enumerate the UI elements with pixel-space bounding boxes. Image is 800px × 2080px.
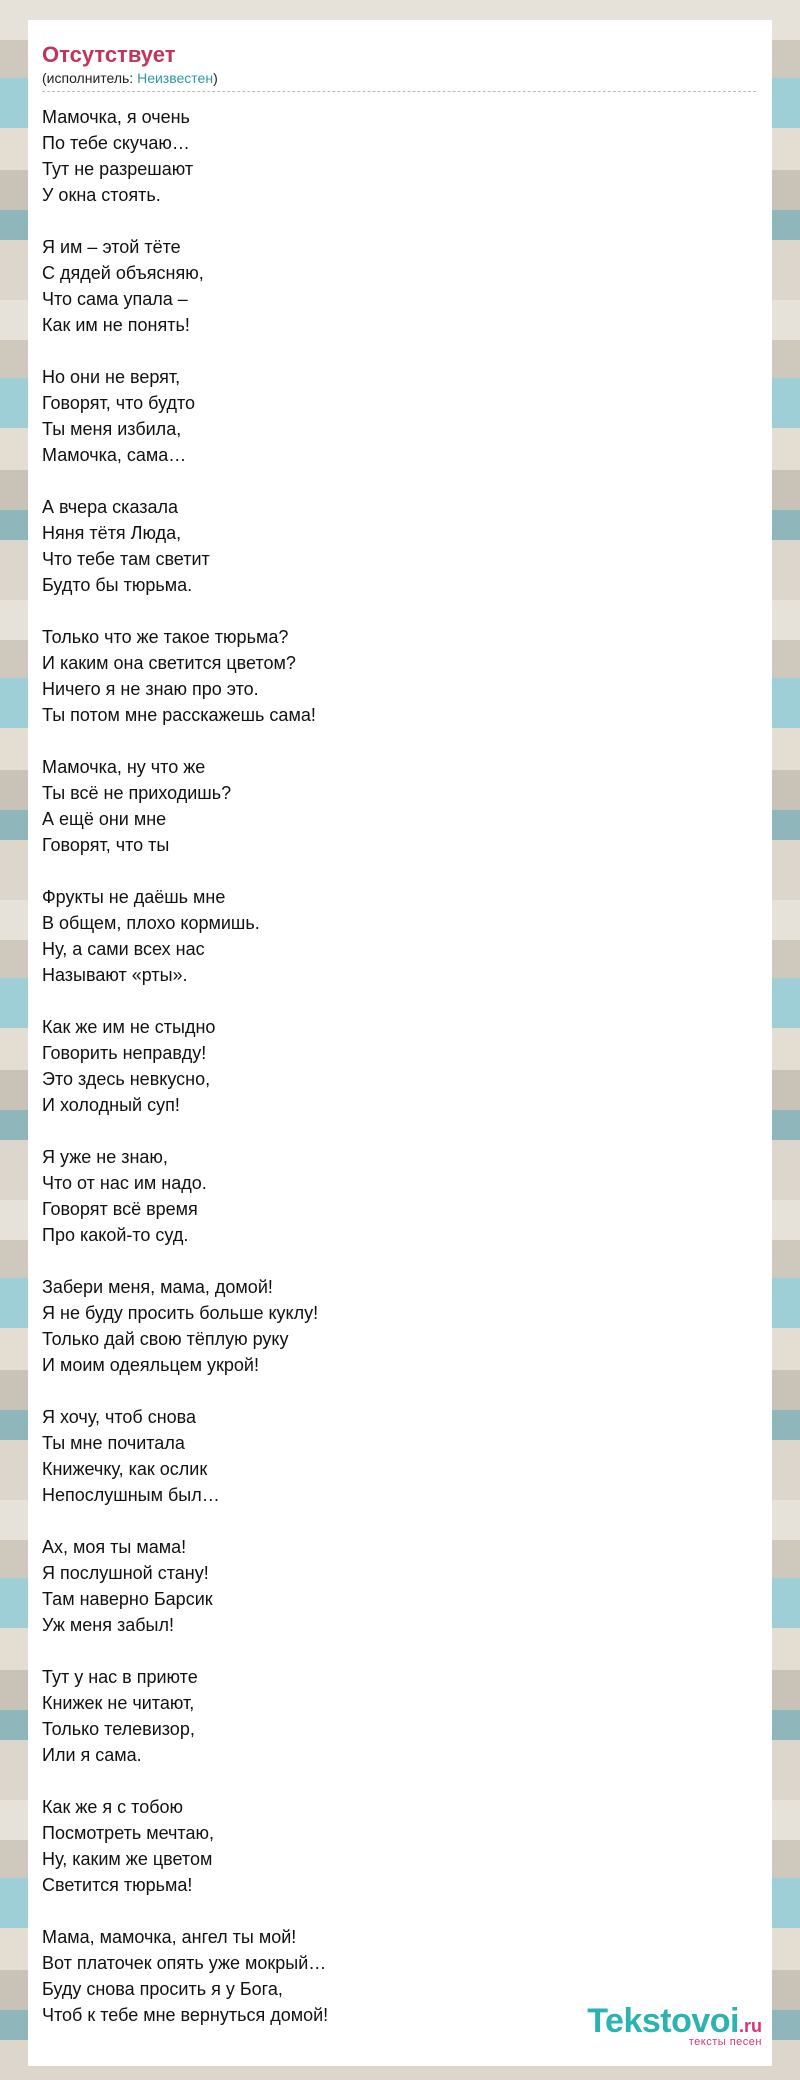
lyric-line: Как же я с тобою [42,1797,184,1817]
lyric-line: И моим одеяльцем укрой! [42,1355,259,1375]
lyric-stanza [42,1274,756,1378]
lyric-stanza [42,364,756,468]
lyric-line: Что тебе там светит [42,549,210,569]
lyric-line: Называют «рты». [42,965,188,985]
lyric-line: Забери меня, мама, домой! [42,1277,273,1297]
lyric-line: У окна стоять. [42,185,161,205]
lyrics-body [42,104,756,2028]
lyric-line: Ты меня избила, [42,419,182,439]
lyric-stanza [42,1404,756,1508]
lyric-line: А ещё они мне [42,809,167,829]
lyric-line: Мамочка, я очень [42,107,190,127]
lyric-line: И холодный суп! [42,1095,180,1115]
lyric-line: Чтоб к тебе мне вернуться домой! [42,2005,329,2025]
lyric-line: Или я сама. [42,1745,142,1765]
lyric-line: Няня тётя Люда, [42,523,182,543]
lyric-line: И каким она светится цветом? [42,653,296,673]
artist-link[interactable]: Неизвестен [137,70,214,86]
logo-tagline: тексты песен [688,2036,762,2048]
lyrics-card [28,20,772,2066]
lyric-stanza [42,494,756,598]
lyric-line: Говорить неправду! [42,1043,207,1063]
lyric-line: Только дай свою тёплую руку [42,1329,289,1349]
song-title: Отсутствует [42,42,176,67]
lyric-line: Книжек не читают, [42,1693,195,1713]
lyric-line: Мамочка, ну что же [42,757,206,777]
lyric-line: Это здесь невкусно, [42,1069,211,1089]
lyric-line: Ах, моя ты мама! [42,1537,187,1557]
lyric-line: Только телевизор, [42,1719,195,1739]
lyric-line: Вот платочек опять уже мокрый… [42,1953,327,1973]
lyric-line: Ну, а сами всех нас [42,939,205,959]
lyric-line: Что от нас им надо. [42,1173,207,1193]
lyric-line: Я им – этой тёте [42,237,181,257]
lyric-line: Как им не понять! [42,315,190,335]
logo-name: Tekstovoi [587,2002,739,2040]
lyric-line: А вчера сказала [42,497,179,517]
lyric-line: Ничего я не знаю про это. [42,679,259,699]
lyric-line: Тут не разрешают [42,159,194,179]
lyric-stanza [42,884,756,988]
lyric-line: С дядей объясняю, [42,263,204,283]
lyric-stanza [42,1144,756,1248]
lyric-line: Будто бы тюрьма. [42,575,193,595]
lyric-line: Ну, каким же цветом [42,1849,213,1869]
lyric-line: Говорят, что ты [42,835,170,855]
lyric-line: Мамочка, сама… [42,445,187,465]
lyric-line: Книжечку, как ослик [42,1459,208,1479]
lyric-line: Там наверно Барсик [42,1589,213,1609]
lyric-line: Уж меня забыл! [42,1615,174,1635]
lyric-line: Мама, мамочка, ангел ты мой! [42,1927,297,1947]
lyric-stanza [42,234,756,338]
lyric-line: Светится тюрьма! [42,1875,193,1895]
lyric-line: Ты потом мне расскажешь сама! [42,705,316,725]
lyric-line: Я хочу, чтоб снова [42,1407,197,1427]
site-logo[interactable] [587,2004,762,2048]
lyric-line: Говорят всё время [42,1199,198,1219]
lyric-line: Буду снова просить я у Бога, [42,1979,283,1999]
lyric-line: Про какой-то суд. [42,1225,189,1245]
lyric-line: По тебе скучаю… [42,133,190,153]
lyric-line: Говорят, что будто [42,393,196,413]
lyric-line: Но они не верят, [42,367,181,387]
lyric-line: Я уже не знаю, [42,1147,168,1167]
lyric-line: Тут у нас в приюте [42,1667,198,1687]
lyric-stanza [42,1014,756,1118]
lyric-line: Что сама упала – [42,289,188,309]
lyric-line: Посмотреть мечтаю, [42,1823,214,1843]
lyric-line: Только что же такое тюрьма? [42,627,289,647]
lyric-line: Как же им не стыдно [42,1017,216,1037]
lyric-stanza [42,754,756,858]
artist-line [42,69,756,92]
lyric-stanza [42,104,756,208]
lyric-line: Я послушной стану! [42,1563,209,1583]
lyric-line: В общем, плохо кормишь. [42,913,260,933]
logo-tld: .ru [738,2016,762,2036]
lyric-line: Непослушным был… [42,1485,220,1505]
lyric-line: Я не буду просить больше куклу! [42,1303,319,1323]
lyric-stanza [42,624,756,728]
lyric-line: Ты мне почитала [42,1433,185,1453]
lyric-line: Ты всё не приходишь? [42,783,232,803]
lyric-stanza [42,1794,756,1898]
artist-suffix: ) [213,70,218,86]
lyric-line: Фрукты не даёшь мне [42,887,226,907]
lyric-stanza [42,1534,756,1638]
lyric-stanza [42,1664,756,1768]
artist-prefix: (исполнитель: [42,70,138,86]
